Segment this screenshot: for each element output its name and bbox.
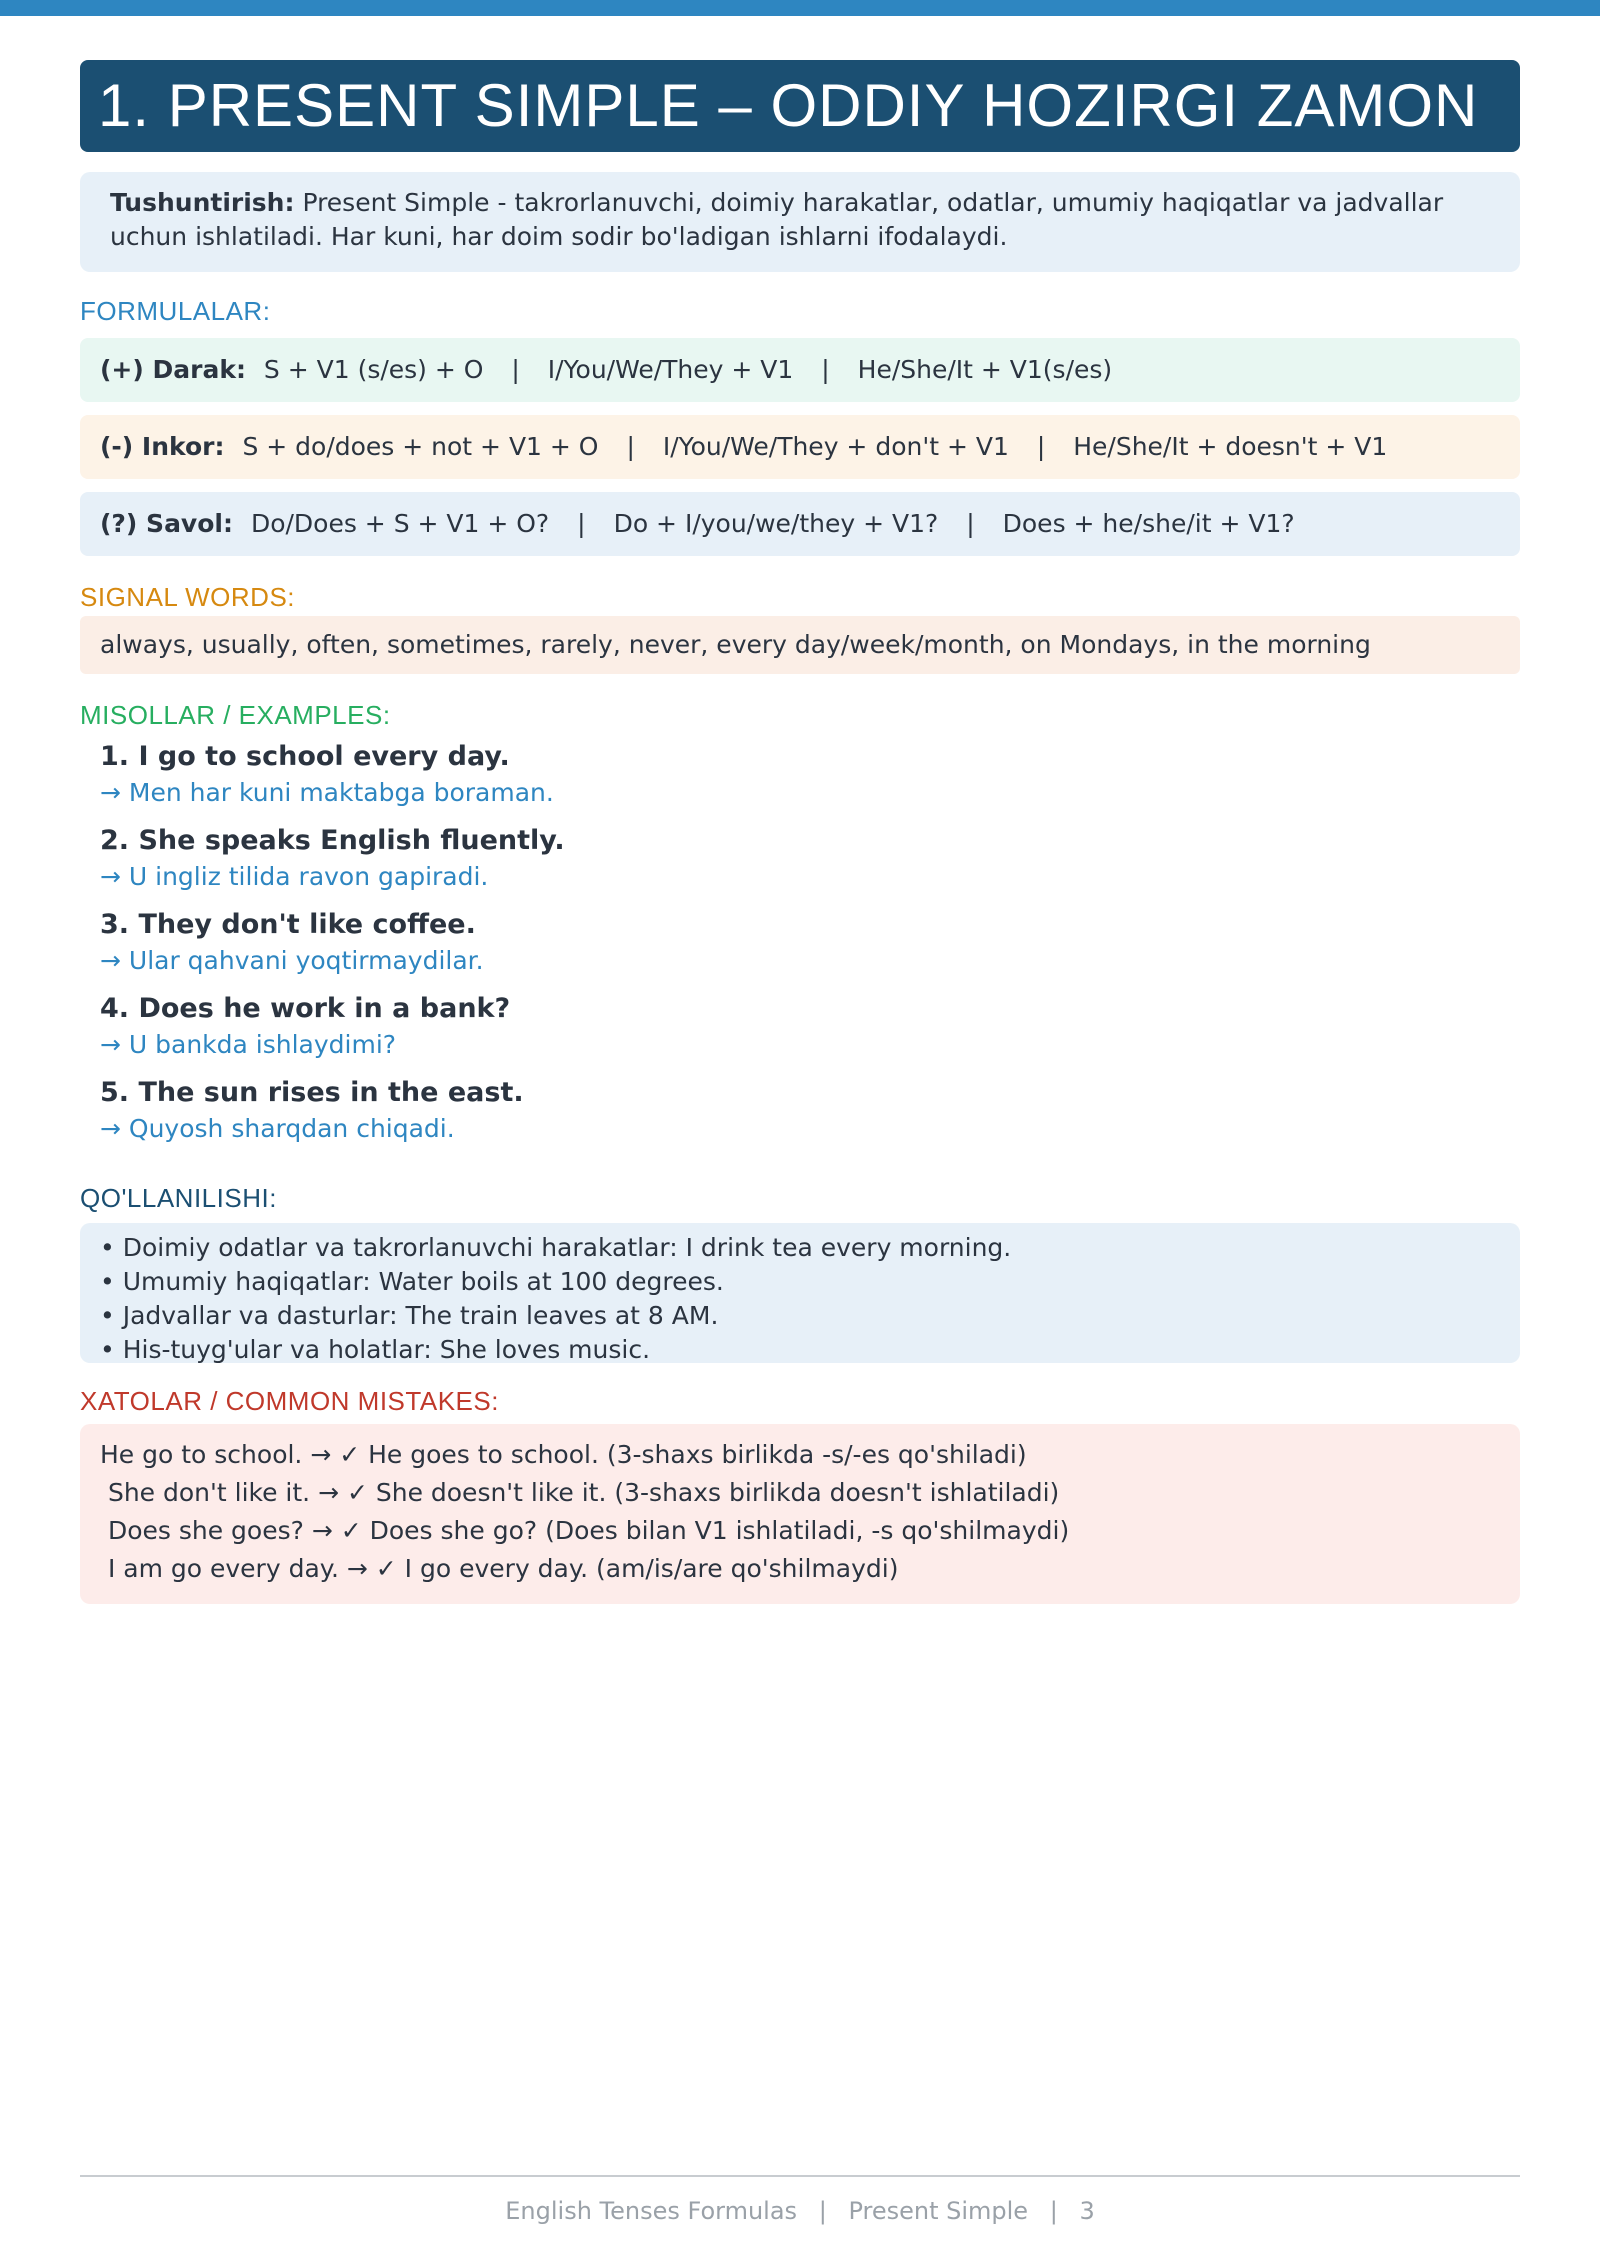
formula-question-part: Do/Does + S + V1 + O? xyxy=(250,509,550,538)
formula-separator: | xyxy=(511,355,520,384)
example-item xyxy=(100,990,1500,1062)
formula-question xyxy=(80,492,1520,556)
usage-item: • Umumiy haqiqatlar: Water boils at 100 degrees. xyxy=(100,1267,724,1296)
mistake-item: She don't like it. → ✓ She doesn't like it. (3-shaxs birlikda doesn't ishlatiladi) xyxy=(100,1478,1060,1507)
mistakes-heading: XATOLAR / COMMON MISTAKES: xyxy=(80,1386,499,1416)
mistake-item: Does she goes? → ✓ Does she go? (Does bilan V1 ishlatiladi, -s qo'shilmaydi) xyxy=(100,1516,1070,1545)
formula-positive-part: I/You/We/They + V1 xyxy=(547,355,794,384)
footer-document-title: English Tenses Formulas xyxy=(505,2197,798,2225)
explanation-box xyxy=(80,172,1520,272)
mistakes-box xyxy=(80,1424,1520,1604)
examples-list xyxy=(100,738,1500,1158)
example-english: 3. They don't like coffee. xyxy=(100,909,476,940)
example-translation: → Ular qahvani yoqtirmaydilar. xyxy=(100,946,484,975)
explanation-label: Tushuntirish: xyxy=(110,188,295,217)
page-footer xyxy=(0,2197,1600,2225)
usage-item: • Jadvallar va dasturlar: The train leaves at 8 AM. xyxy=(100,1301,719,1330)
examples-heading: MISOLLAR / EXAMPLES: xyxy=(80,700,391,730)
usage-heading: QO'LLANILISHI: xyxy=(80,1183,277,1213)
signal-words-box: always, usually, often, sometimes, rarely, never, every day/week/month, on Mondays, in the morning xyxy=(80,616,1520,674)
formula-separator: | xyxy=(966,509,975,538)
formula-question-part: Do + I/you/we/they + V1? xyxy=(613,509,939,538)
mistake-item: He go to school. → ✓ He goes to school. (3-shaxs birlikda -s/-es qo'shiladi) xyxy=(100,1440,1027,1469)
formula-separator: | xyxy=(1036,432,1046,461)
formula-negative-part: He/She/It + doesn't + V1 xyxy=(1073,432,1388,461)
formula-positive xyxy=(80,338,1520,402)
explanation-text: Present Simple - takrorlanuvchi, doimiy harakatlar, odatlar, umumiy haqiqatlar va jadvallar uchun ishlatiladi. Har kuni, har doim sodir bo'ladigan ishlarni ifodalaydi. xyxy=(110,188,1444,251)
formula-negative-part: S + do/does + not + V1 + O xyxy=(242,432,599,461)
example-item xyxy=(100,906,1500,978)
signal-words-heading: SIGNAL WORDS: xyxy=(80,582,296,612)
example-english: 2. She speaks English fluently. xyxy=(100,825,565,856)
example-english: 1. I go to school every day. xyxy=(100,741,510,772)
page-title: 1. PRESENT SIMPLE – ODDIY HOZIRGI ZAMON xyxy=(80,60,1520,152)
example-english: 4. Does he work in a bank? xyxy=(100,993,511,1024)
formulas-heading: FORMULALAR: xyxy=(80,296,271,326)
mistake-item: I am go every day. → ✓ I go every day. (am/is/are qo'shilmaydi) xyxy=(100,1554,899,1583)
formula-separator: | xyxy=(821,355,830,384)
example-item xyxy=(100,738,1500,810)
formula-negative xyxy=(80,415,1520,479)
formula-separator: | xyxy=(577,509,586,538)
example-translation: → U ingliz tilida ravon gapiradi. xyxy=(100,862,489,891)
example-translation: → U bankda ishlaydimi? xyxy=(100,1030,397,1059)
usage-box xyxy=(80,1223,1520,1363)
top-accent-stripe xyxy=(0,0,1600,16)
example-item xyxy=(100,822,1500,894)
footer-separator: | xyxy=(1049,2197,1058,2225)
footer-page-number: 3 xyxy=(1079,2197,1095,2225)
formula-positive-part: He/She/It + V1(s/es) xyxy=(857,355,1113,384)
usage-item: • His-tuyg'ular va holatlar: She loves music. xyxy=(100,1335,651,1364)
footer-divider xyxy=(80,2175,1520,2177)
formula-negative-label: (-) Inkor: xyxy=(100,432,225,461)
usage-item: • Doimiy odatlar va takrorlanuvchi harakatlar: I drink tea every morning. xyxy=(100,1233,1012,1262)
example-english: 5. The sun rises in the east. xyxy=(100,1077,524,1108)
formula-negative-part: I/You/We/They + don't + V1 xyxy=(662,432,1009,461)
footer-section-title: Present Simple xyxy=(848,2197,1029,2225)
example-item xyxy=(100,1074,1500,1146)
formula-question-part: Does + he/she/it + V1? xyxy=(1002,509,1295,538)
footer-separator: | xyxy=(818,2197,827,2225)
example-translation: → Quyosh sharqdan chiqadi. xyxy=(100,1114,455,1143)
formula-positive-part: S + V1 (s/es) + O xyxy=(263,355,484,384)
example-translation: → Men har kuni maktabga boraman. xyxy=(100,778,554,807)
formula-question-label: (?) Savol: xyxy=(100,509,233,538)
formula-positive-label: (+) Darak: xyxy=(100,355,246,384)
formula-separator: | xyxy=(626,432,635,461)
